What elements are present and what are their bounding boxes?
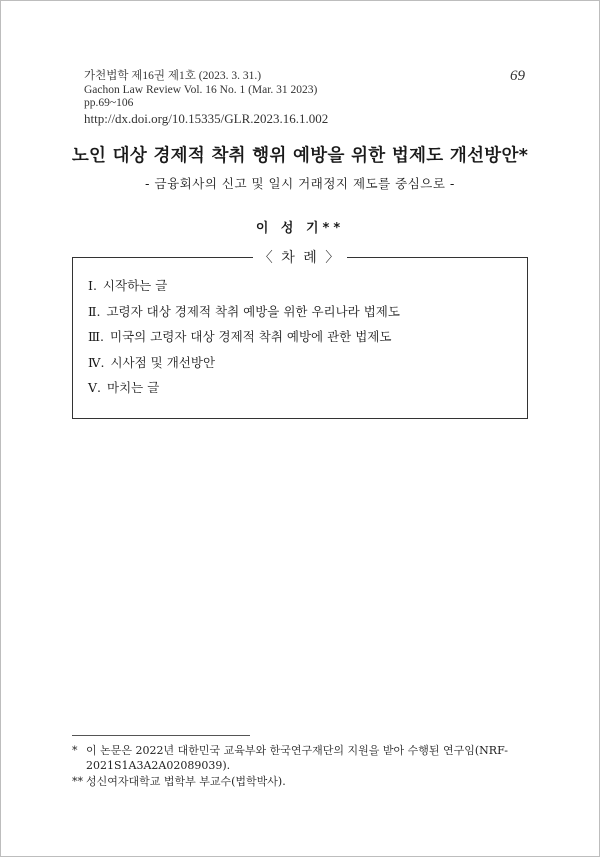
footnote: [72, 774, 532, 789]
toc-item-label: 마치는 글: [107, 380, 160, 395]
journal-citation-ko: 가천법학 제16권 제1호 (2023. 3. 31.): [84, 70, 262, 82]
toc-item[interactable]: [88, 327, 400, 353]
toc-item-number: Ⅳ.: [88, 354, 105, 370]
toc-item-number: Ⅰ.: [88, 278, 97, 293]
toc-item-number: Ⅴ.: [88, 380, 102, 395]
toc-item-label: 미국의 고령자 대상 경제적 착취 예방에 관한 법제도: [110, 329, 392, 344]
toc-item-number: Ⅲ.: [88, 329, 105, 344]
page-number: 69: [510, 68, 525, 84]
toc-list: [88, 276, 400, 404]
toc-item-number: Ⅱ.: [88, 303, 101, 319]
page-range: pp.69~106: [84, 97, 134, 109]
footnote-divider: [72, 735, 250, 736]
footnote-mark: **: [72, 775, 83, 788]
doi-link[interactable]: http://dx.doi.org/10.15335/GLR.2023.16.1.002: [84, 110, 329, 126]
journal-header: [84, 70, 328, 126]
toc-item-label: 시작하는 글: [102, 278, 168, 293]
toc-item[interactable]: [88, 353, 400, 379]
toc-item[interactable]: [88, 276, 400, 302]
toc-item[interactable]: [88, 378, 400, 404]
toc-heading-label: 〈 차 례 〉: [253, 247, 347, 267]
toc-item-label: 고령자 대상 경제적 착취 예방을 위한 우리나라 법제도: [106, 303, 400, 319]
footnotes: [72, 743, 532, 790]
paper-title: 노인 대상 경제적 착취 행위 예방을 위한 법제도 개선방안*: [71, 146, 529, 166]
footnote-text: 성신여자대학교 법학부 부교수(법학박사).: [86, 775, 286, 788]
footnote: [72, 743, 532, 773]
footnote-text: 이 논문은 2022년 대한민국 교육부와 한국연구재단의 지원을 받아 수행된 연구임(NRF-2021S1A3A2A02089039).: [86, 744, 508, 772]
toc-heading: [0, 247, 600, 267]
paper-subtitle: - 금융회사의 신고 및 일시 거래정지 제도를 중심으로 -: [145, 176, 455, 191]
toc-item[interactable]: [88, 302, 400, 328]
footnote-mark: *: [72, 744, 78, 757]
journal-citation-en: Gachon Law Review Vol. 16 No. 1 (Mar. 31 2023): [84, 83, 318, 96]
author-name: 이 성 기**: [255, 221, 345, 236]
toc-item-label: 시사점 및 개선방안: [110, 354, 216, 370]
